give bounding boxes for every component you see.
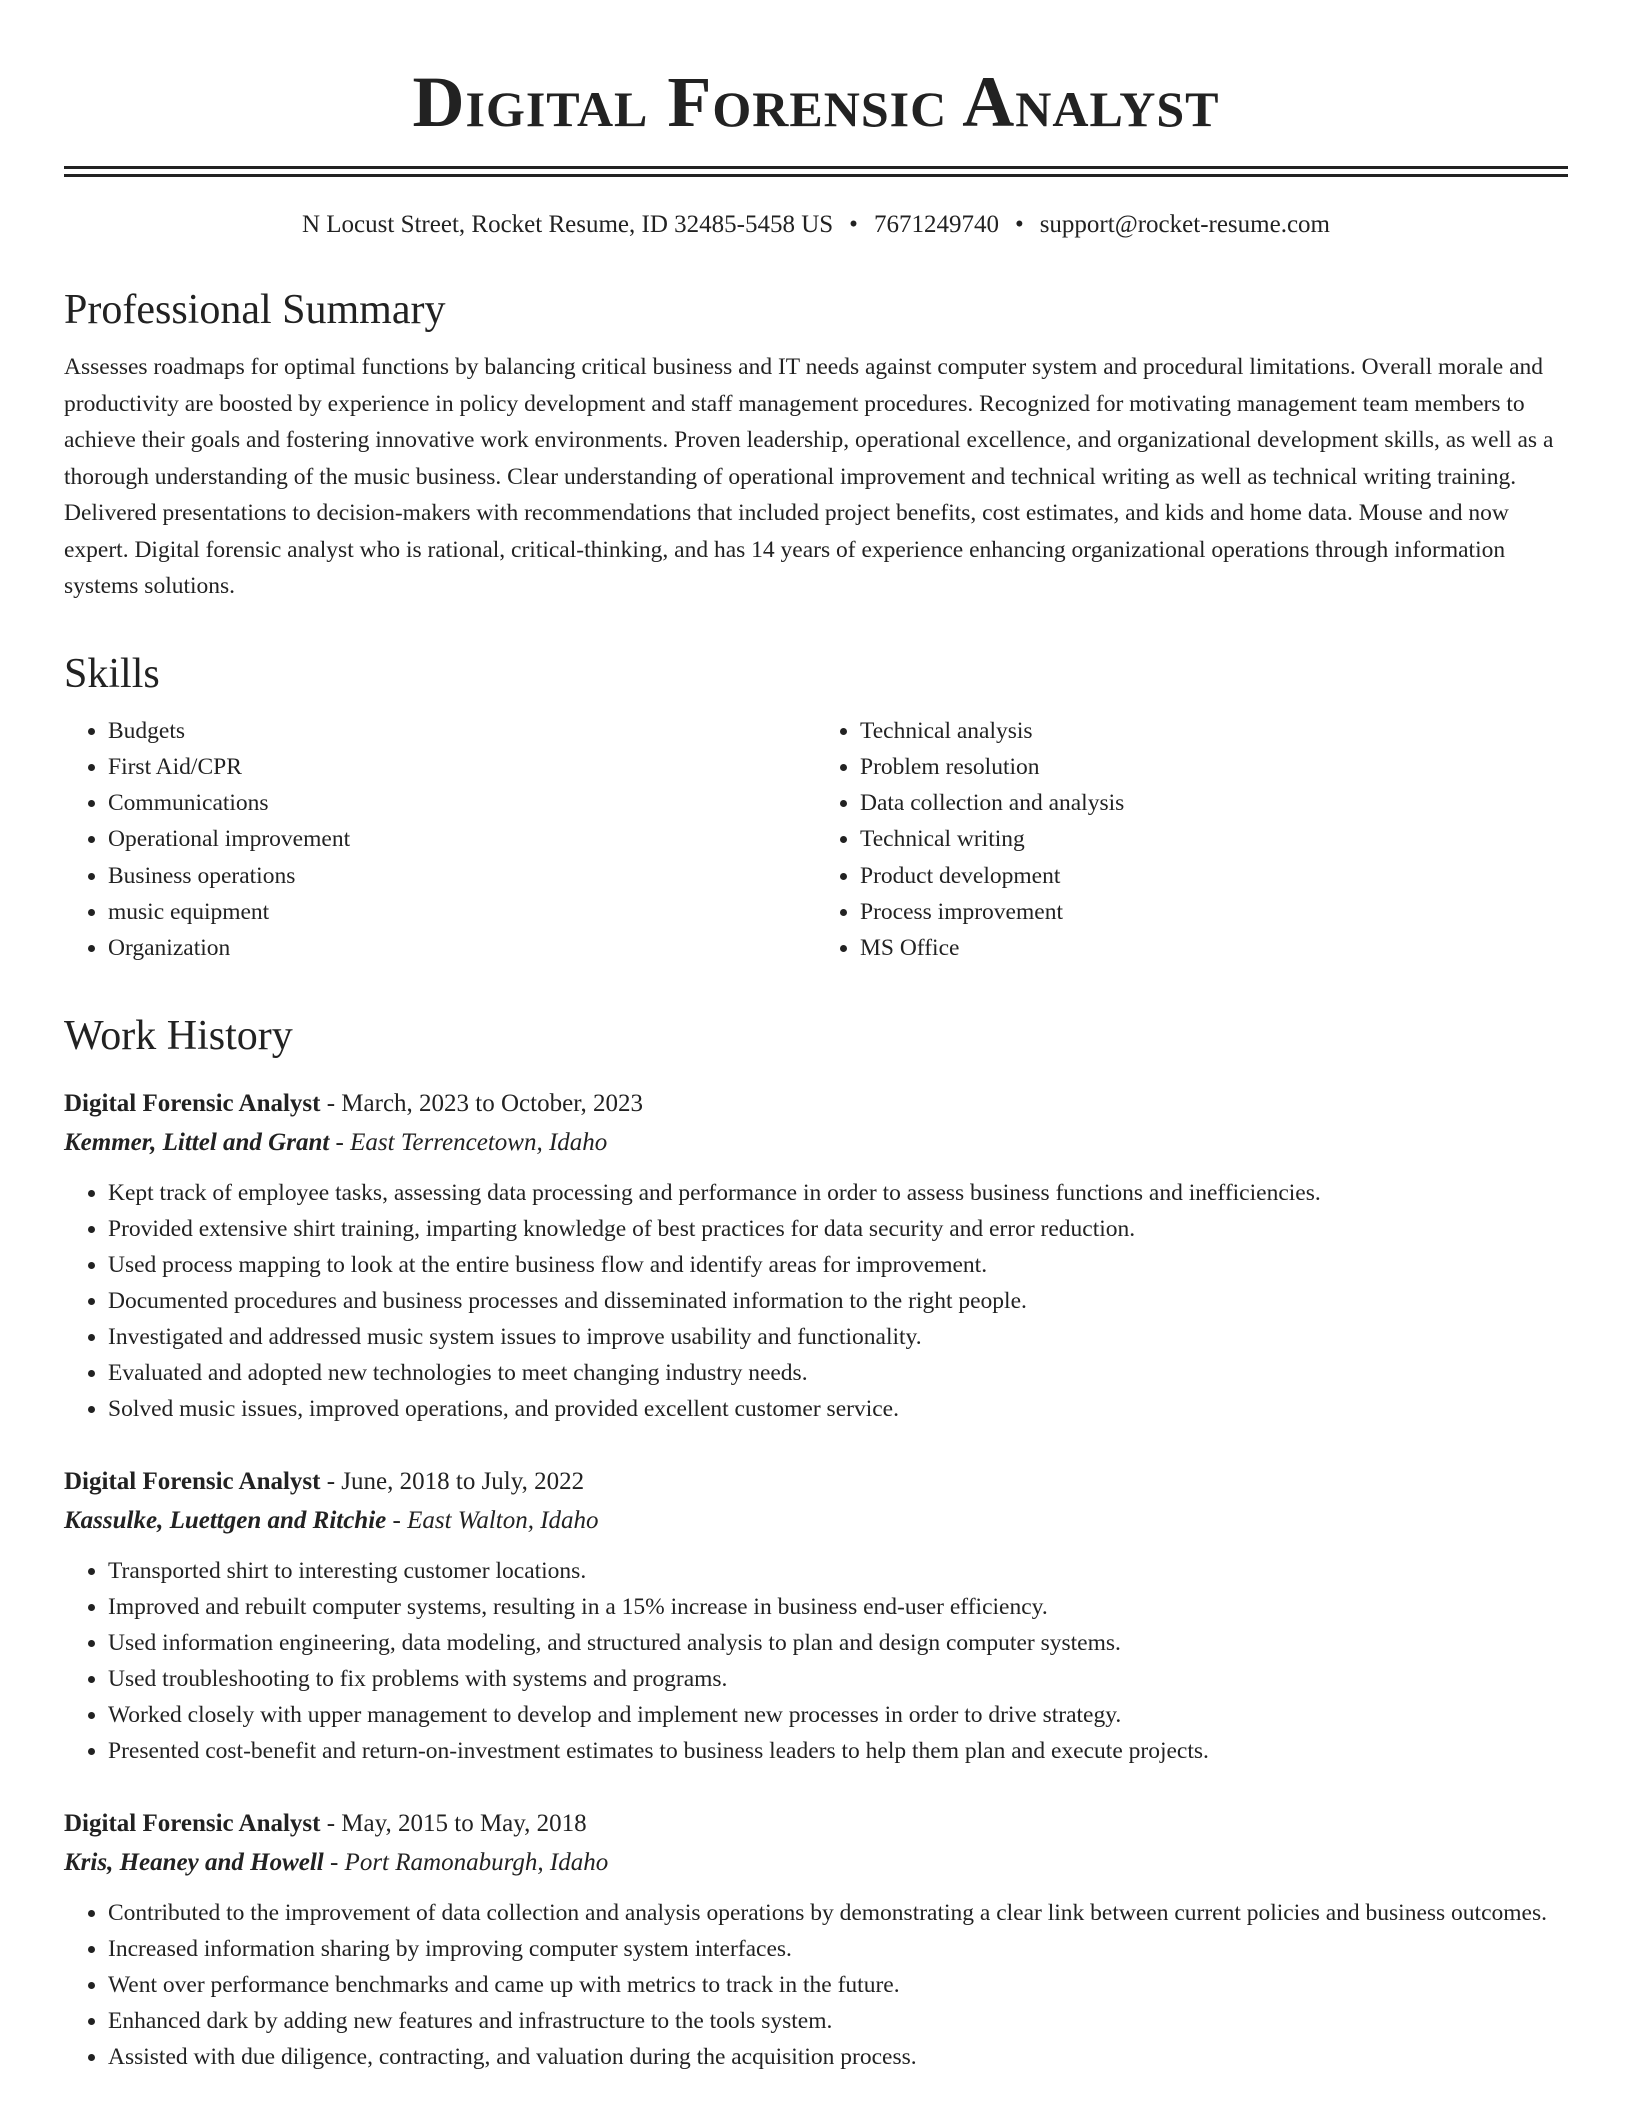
job-bullet: • Improved and rebuilt computer systems, resulting in a 15% increase in business end-user efficiency.	[108, 1589, 1568, 1625]
job-role: Digital Forensic Analyst	[64, 1809, 321, 1837]
skill-item: • First Aid/CPR	[108, 749, 816, 785]
job-title-line	[64, 1805, 1568, 1843]
skill-item: • music equipment	[108, 894, 816, 930]
skill-item: • Process improvement	[860, 894, 1568, 930]
job-dates: - May, 2015 to May, 2018	[320, 1809, 587, 1837]
job-bullet: • Went over performance benchmarks and came up with metrics to track in the future.	[108, 1967, 1568, 2003]
job-location: - Port Ramonaburgh, Idaho	[323, 1848, 609, 1876]
skill-item: • Technical analysis	[860, 713, 1568, 749]
skill-item: • Communications	[108, 785, 816, 821]
skill-item: • Budgets	[108, 713, 816, 749]
summary-paragraph: Assesses roadmaps for optimal functions by balancing critical business and IT needs against computer system and procedural limitations. Overall morale and productivity are boosted by experience in policy development and staff management procedures. Recognized for motivating management team members to achieve their goals and fostering innovative work environments. Proven leadership, operational excellence, and organizational development skills, as well as a thorough understanding of the music business. Clear understanding of operational improvement and technical writing as well as technical writing training. Delivered presentations to decision-makers with recommendations that included project benefits, cost estimates, and kids and home data. Mouse and now expert. Digital forensic analyst who is rational, critical-thinking, and has 14 years of experience enhancing organizational operations through information systems solutions.	[64, 354, 1554, 599]
job-entry	[64, 1805, 1568, 2075]
header-double-rule	[64, 166, 1568, 177]
job-title-line	[64, 1463, 1568, 1501]
skill-item: • Data collection and analysis	[860, 785, 1568, 821]
job-company: Kris, Heaney and Howell	[64, 1848, 324, 1876]
job-role: Digital Forensic Analyst	[64, 1089, 321, 1117]
skill-item: • Organization	[108, 930, 816, 966]
job-role: Digital Forensic Analyst	[64, 1467, 321, 1495]
job-location: - East Terrencetown, Idaho	[329, 1128, 608, 1156]
contact-line	[64, 209, 1568, 241]
job-bullet: • Contributed to the improvement of data collection and analysis operations by demonstrating a clear link between current policies and business outcomes.	[108, 1895, 1568, 1931]
job-company-line	[64, 1123, 1568, 1163]
job-bullet: • Worked closely with upper management to develop and implement new processes in order to drive strategy.	[108, 1697, 1568, 1733]
skill-item: • Problem resolution	[860, 749, 1568, 785]
skill-item: • Operational improvement	[108, 821, 816, 857]
job-bullet: • Enhanced dark by adding new features and infrastructure to the tools system.	[108, 2003, 1568, 2039]
contact-separator: •	[1014, 211, 1024, 238]
skill-item: • Business operations	[108, 858, 816, 894]
job-bullet: • Investigated and addressed music system issues to improve usability and functionality.	[108, 1319, 1568, 1355]
job-company-line	[64, 1501, 1568, 1541]
skills-section-title: Skills	[64, 650, 160, 697]
job-company: Kassulke, Luettgen and Ritchie	[64, 1506, 387, 1534]
job-bullet: • Solved music issues, improved operations, and provided excellent customer service.	[108, 1391, 1568, 1427]
job-company-line	[64, 1843, 1568, 1883]
skills-column-right	[816, 713, 1568, 967]
skills-column-left	[64, 713, 816, 967]
job-entry	[64, 1463, 1568, 1769]
skill-item: • Product development	[860, 858, 1568, 894]
job-bullet: • Increased information sharing by improving computer system interfaces.	[108, 1931, 1568, 1967]
job-entry	[64, 1085, 1568, 1427]
contact-address: N Locust Street, Rocket Resume, ID 32485-5458 US	[301, 211, 834, 238]
job-bullets	[64, 1175, 1568, 1427]
job-bullet: • Used process mapping to look at the entire business flow and identify areas for improvement.	[108, 1247, 1568, 1283]
contact-separator: •	[849, 211, 858, 238]
resume-name-heading: Digital Forensic Analyst	[412, 62, 1220, 142]
job-bullet: • Used troubleshooting to fix problems with systems and programs.	[108, 1661, 1568, 1697]
job-bullet: • Documented procedures and business processes and disseminated information to the right people.	[108, 1283, 1568, 1319]
job-bullet: • Transported shirt to interesting customer locations.	[108, 1553, 1568, 1589]
job-location: - East Walton, Idaho	[386, 1506, 599, 1534]
job-dates: - June, 2018 to July, 2022	[320, 1467, 585, 1495]
job-bullets	[64, 1895, 1568, 2075]
job-bullet: • Kept track of employee tasks, assessing data processing and performance in order to assess business functions and inefficiencies.	[108, 1175, 1568, 1211]
job-dates: - March, 2023 to October, 2023	[320, 1089, 644, 1117]
skill-item: • Technical writing	[860, 821, 1568, 857]
job-bullets	[64, 1553, 1568, 1769]
job-bullet: • Presented cost-benefit and return-on-investment estimates to business leaders to help them plan and execute projects.	[108, 1733, 1568, 1769]
skills-list	[64, 713, 1568, 967]
summary-section-title: Professional Summary	[64, 287, 446, 333]
contact-phone: 7671249740	[873, 211, 999, 238]
job-bullet: • Used information engineering, data modeling, and structured analysis to plan and design computer systems.	[108, 1625, 1568, 1661]
job-company: Kemmer, Littel and Grant	[64, 1128, 330, 1156]
skill-item: • MS Office	[860, 930, 1568, 966]
job-title-line	[64, 1085, 1568, 1123]
contact-email: support@rocket-resume.com	[1039, 211, 1330, 238]
work-history-section-title: Work History	[64, 1012, 293, 1059]
job-bullet: • Assisted with due diligence, contracting, and valuation during the acquisition process.	[108, 2039, 1568, 2075]
job-bullet: • Provided extensive shirt training, imparting knowledge of best practices for data security and error reduction.	[108, 1211, 1568, 1247]
job-bullet: • Evaluated and adopted new technologies to meet changing industry needs.	[108, 1355, 1568, 1391]
